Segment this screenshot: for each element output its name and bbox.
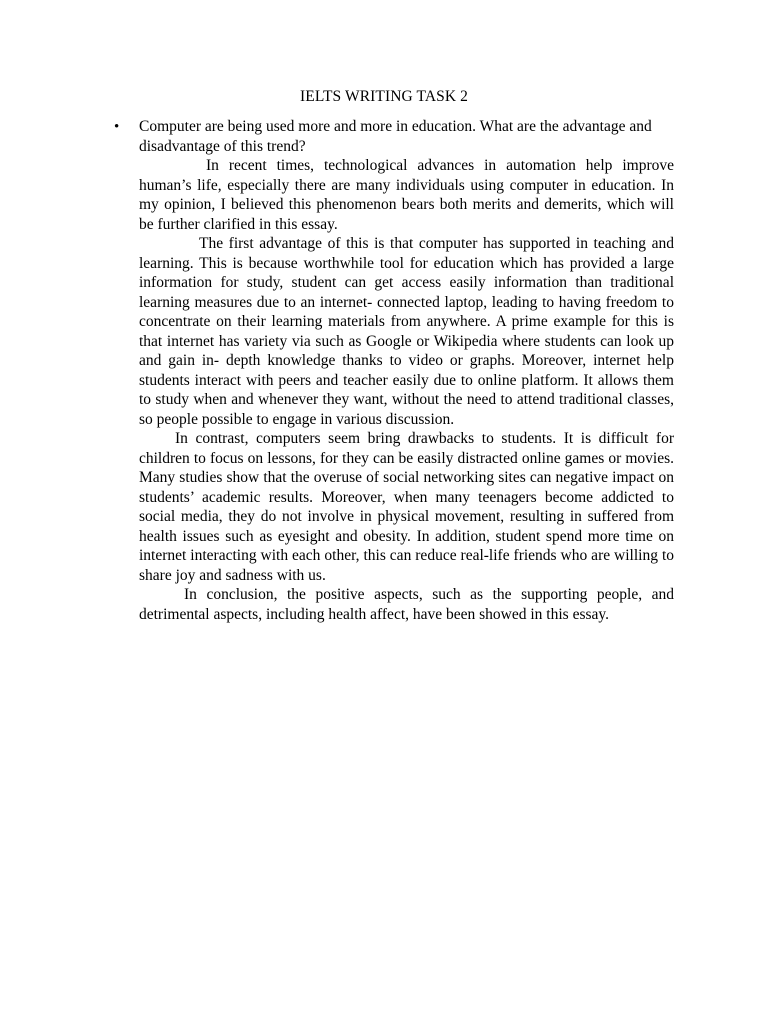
essay-body <box>139 117 674 624</box>
page-title: IELTS WRITING TASK 2 <box>300 88 468 105</box>
paragraph-conclusion: In conclusion, the positive aspects, such as the supporting people, and detrimental aspects, including health affect, have been showed in this essay. <box>139 586 674 623</box>
paragraph-disadvantages: In contrast, computers seem bring drawbacks to students. It is difficult for children to focus on lessons, for they can be easily distracted online games or movies. Many studies show that the overuse of social networking sites can negative impact on students’ academic results. Moreover, when many teenagers become addicted to social media, they do not involve in physical movement, resulting in suffered from health issues such as eyesight and obesity. In addition, student spend more time on internet interacting with each other, this can reduce real-life friends who are willing to share joy and sadness with us. <box>139 430 674 584</box>
essay-question: Computer are being used more and more in education. What are the advantage and disadvantage of this trend? <box>139 118 652 155</box>
bullet-icon: • <box>114 119 120 135</box>
paragraph-introduction: In recent times, technological advances in automation help improve human’s life, especially there are many individuals using computer in education. In my opinion, I believed this phenomenon bears both merits and demerits, which will be further clarified in this essay. <box>139 157 674 233</box>
paragraph-advantages: The first advantage of this is that computer has supported in teaching and learning. This is because worthwhile tool for education which has provided a large information for study, student can get access easily information than traditional learning measures due to an internet- connected laptop, leading to having freedom to concentrate on their learning materials from anywhere. A prime example for this is that internet has variety via such as Google or Wikipedia where students can look up and gain in- depth knowledge thanks to video or graphs. Moreover, internet help students interact with peers and teacher easily due to online platform. It allows them to study when and whenever they want, without the need to attend traditional classes, so people possible to engage in various discussion. <box>139 235 674 428</box>
